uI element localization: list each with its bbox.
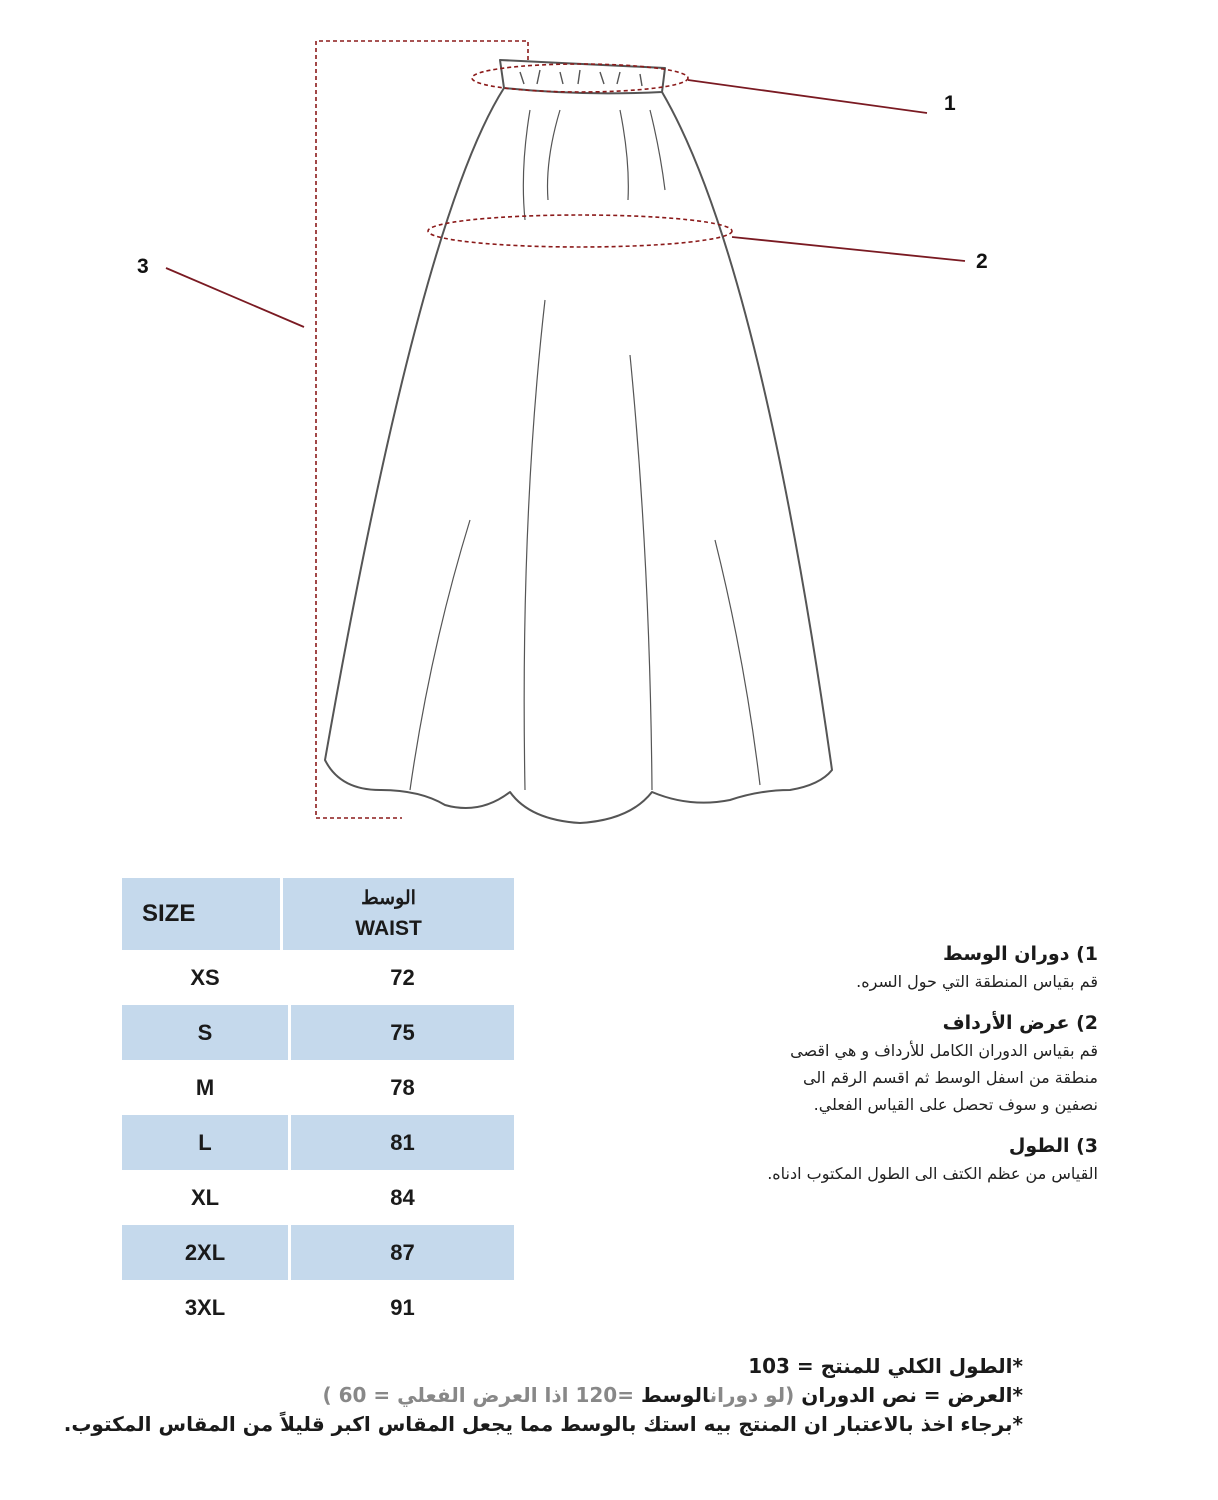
instruction-text: نصفين و سوف تحصل على القياس الفعلي. [813,1095,1098,1114]
instruction-title: 3) الطول [1008,1135,1098,1157]
size-table [122,878,514,1335]
waist-cell: 81 [291,1115,514,1170]
instruction-length [658,1132,1098,1187]
size-cell: M [195,1074,215,1100]
size-cell: 2XL [122,1225,288,1280]
callout-number-2: 2 [976,250,988,273]
measurement-instructions [658,940,1098,1201]
table-row [122,1225,514,1280]
callout-number-3: 3 [137,255,149,278]
note-width-bold: الوسط [640,1383,710,1407]
header-waist [283,878,514,950]
waist-cell: 91 [390,1294,415,1320]
waistband-gathers [520,70,642,86]
callout-line-1 [688,80,927,113]
instruction-text: قم بقياس الدوران الكامل للأرداف و هي اقصى [790,1041,1098,1060]
size-cell: S [122,1005,288,1060]
instruction-title: 2) عرض الأرداف [942,1012,1098,1034]
callout-line-2 [732,237,965,261]
waist-cell: 72 [390,964,415,990]
skirt-outline [325,88,832,823]
instruction-title: 1) دوران الوسط [943,943,1098,965]
product-notes [23,1352,1023,1439]
table-row [122,1170,514,1225]
length-marker [316,41,528,818]
size-cell: L [122,1115,288,1170]
instruction-text: منطقة من اسفل الوسط ثم اقسم الرقم الى [802,1068,1098,1087]
waist-cell: 87 [291,1225,514,1280]
header-waist-arabic: الوسط [361,888,416,909]
size-cell: XS [190,964,220,990]
header-size: SIZE [122,878,280,950]
table-row [122,1060,514,1115]
table-row [122,1005,514,1060]
waist-cell: 78 [390,1074,415,1100]
skirt-folds [410,110,760,790]
hip-marker [428,215,732,247]
note-width-example-1: (لو دوران [709,1383,795,1407]
callout-number-1: 1 [944,92,956,115]
instruction-hips [658,1009,1098,1118]
instruction-waist [658,940,1098,995]
callout-line-3 [166,268,304,327]
instruction-text: قم بقياس المنطقة التي حول السره. [856,972,1098,991]
header-waist-english: WAIST [355,917,422,940]
table-row [122,1280,514,1335]
waist-cell: 84 [390,1184,415,1210]
size-cell: 3XL [184,1294,226,1320]
table-header [122,878,514,950]
size-cell: XL [190,1184,220,1210]
instruction-text: القياس من عظم الكتف الى الطول المكتوب ادناه. [767,1164,1098,1183]
note-width [23,1381,1023,1410]
note-total-length: *الطول الكلي للمنتج = 103 [748,1354,1023,1378]
note-width-prefix: *العرض = نص الدوران [801,1383,1023,1407]
table-row [122,1115,514,1170]
note-elastic: *برجاء اخذ بالاعتبار ان المنتج بيه استك بالوسط مما يجعل المقاس اكبر قليلاً من المقاس المكتوب. [63,1412,1023,1436]
table-row [122,950,514,1005]
note-width-example-2: =120 اذا العرض الفعلي = 60 ) [322,1383,634,1407]
waist-cell: 75 [291,1005,514,1060]
